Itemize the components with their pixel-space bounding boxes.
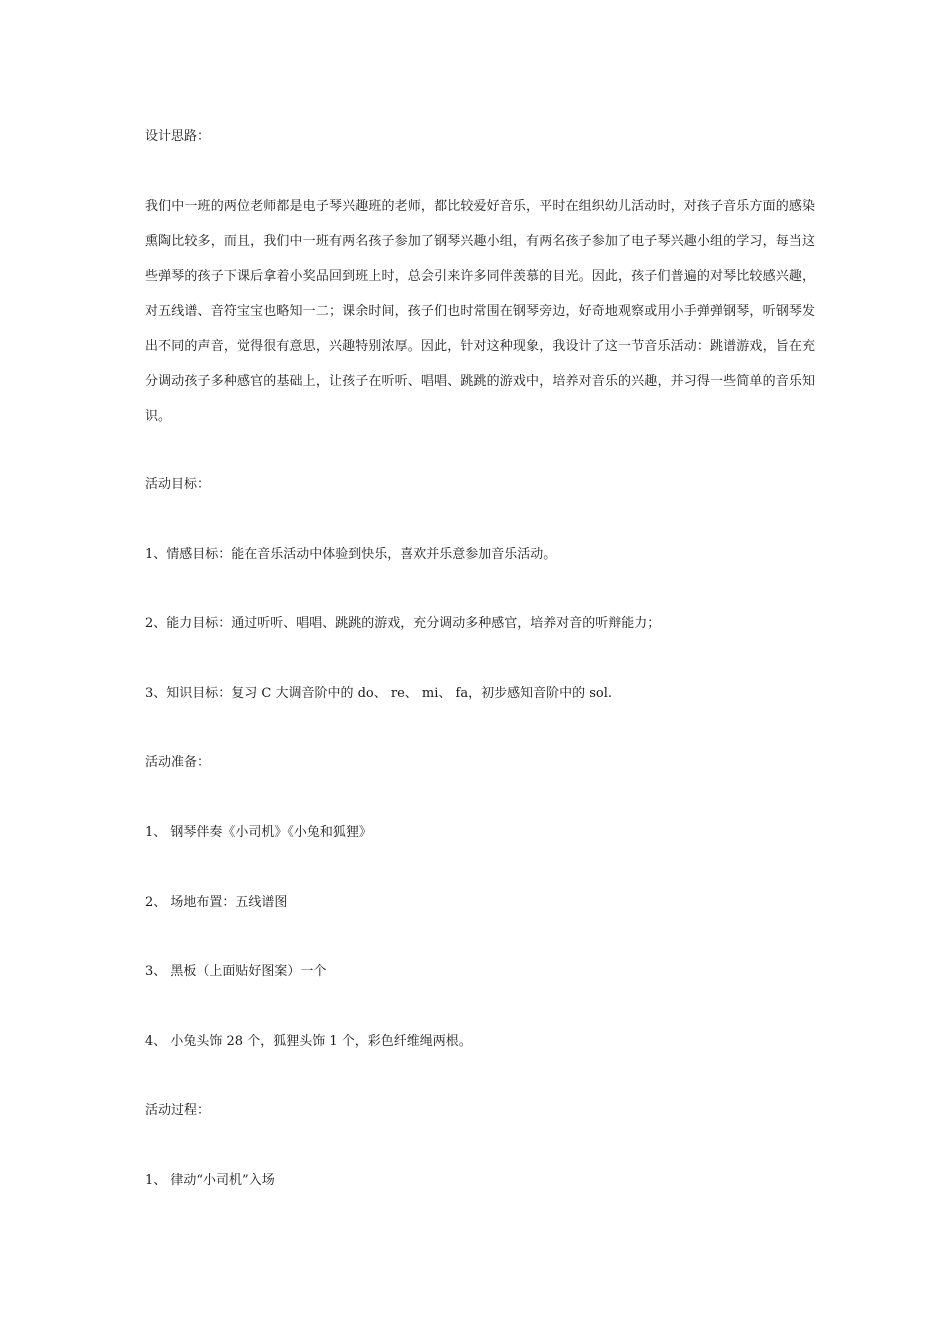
goals-heading: 活动目标： xyxy=(145,477,211,492)
prep-heading: 活动准备： xyxy=(145,755,211,770)
process-heading: 活动过程： xyxy=(145,1103,211,1118)
prep-item-4: 4、 小兔头饰 28 个，狐狸头饰 1 个，彩色纤维绳两根。 xyxy=(145,1034,472,1049)
design-heading: 设计思路： xyxy=(145,129,211,144)
prep-item-3: 3、 黑板（上面贴好图案）一个 xyxy=(145,964,327,979)
process-item-1: 1、 律动“小司机”入场 xyxy=(145,1173,275,1188)
goal-item-3: 3、知识目标：复习 C 大调音阶中的 do、 re、 mi、 fa，初步感知音阶中的 sol. xyxy=(145,686,613,701)
design-paragraph: 我们中一班的两位老师都是电子琴兴趣班的老师，都比较爱好音乐，平时在组织幼儿活动时，对孩子音乐方面的感染熏陶比较多，而且，我们中一班有两名孩子参加了钢琴兴趣小组，有两名孩子参加了电子琴兴趣小组的学习，每当这些弹琴的孩子下课后拿着小奖品回到班上时，总会引来许多同伴羡慕的目光。因此，孩子们普遍的对琴比较感兴趣，对五线谱、音符宝宝也略知一二；课余时间，孩子们也时常围在钢琴旁边，好奇地观察或用小手弹弹钢琴，听钢琴发出不同的声音，觉得很有意思，兴趣特别浓厚。因此，针对这种现象，我设计了这一节音乐活动：跳谱游戏，旨在充分调动孩子多种感官的基础上，让孩子在听听、唱唱、跳跳的游戏中，培养对音乐的兴趣，并习得一些简单的音乐知识。 xyxy=(145,199,815,424)
goal-item-2: 2、能力目标：通过听听、唱唱、跳跳的游戏，充分调动多种感官，培养对音的听辩能力； xyxy=(145,616,661,631)
prep-item-1: 1、 钢琴伴奏《小司机》《小兔和狐狸》 xyxy=(145,825,372,840)
prep-item-2: 2、 场地布置：五线谱图 xyxy=(145,895,288,910)
goal-item-1: 1、情感目标：能在音乐活动中体验到快乐，喜欢并乐意参加音乐活动。 xyxy=(145,547,557,562)
